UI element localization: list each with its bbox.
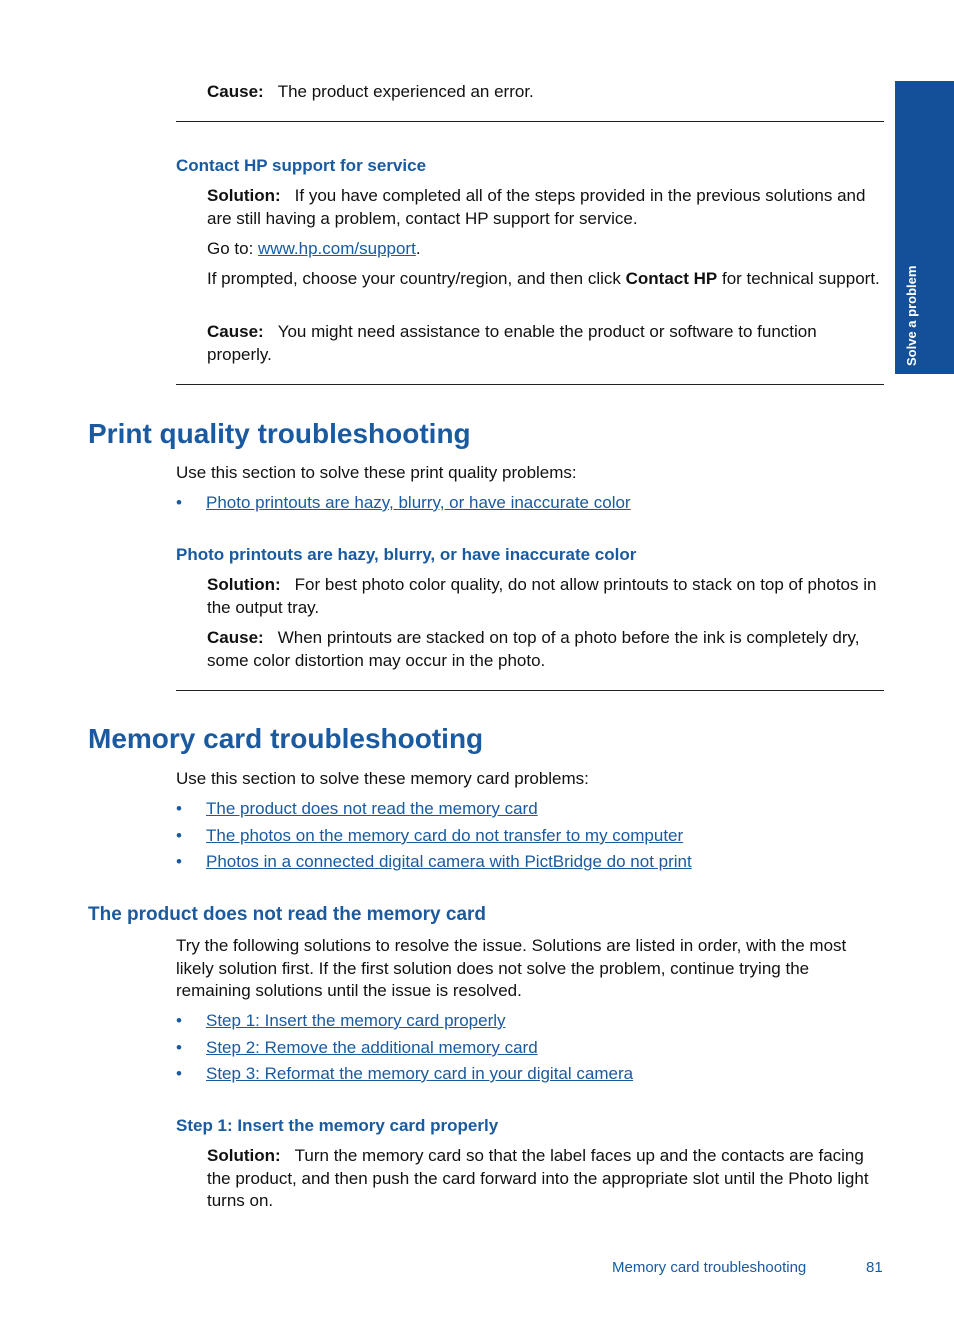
- divider: [176, 690, 884, 691]
- step1-solution-paragraph: [207, 1145, 885, 1213]
- divider: [176, 121, 884, 122]
- not-read-heading: The product does not read the memory card: [88, 904, 487, 925]
- hp-support-link[interactable]: www.hp.com/support: [258, 239, 416, 258]
- memory-card-link-3[interactable]: Photos in a connected digital camera with PictBridge do not print: [206, 852, 692, 871]
- solution-text: For best photo color quality, do not allow printouts to stack on top of photos in the output tray.: [207, 575, 877, 617]
- step-link-2[interactable]: Step 2: Remove the additional memory card: [206, 1038, 538, 1057]
- cause-paragraph-1: [207, 81, 885, 104]
- bullet-icon: •: [176, 1011, 182, 1030]
- contact-solution-paragraph: [207, 185, 885, 230]
- list-item: [176, 492, 885, 514]
- memory-card-link-2[interactable]: The photos on the memory card do not transfer to my computer: [206, 826, 684, 845]
- solution-label: Solution:: [207, 1146, 281, 1165]
- photo-hazy-heading: Photo printouts are hazy, blurry, or have inaccurate color: [176, 545, 637, 564]
- print-quality-intro: Use this section to solve these print quality problems:: [176, 463, 577, 482]
- list-item: [176, 798, 885, 820]
- bullet-icon: •: [176, 852, 182, 871]
- contact-cause-paragraph: [207, 321, 885, 366]
- contact-heading: Contact HP support for service: [176, 156, 427, 175]
- prompt-suffix: for technical support.: [717, 269, 880, 288]
- list-item: [176, 1010, 885, 1032]
- cause-text: You might need assistance to enable the product or software to function properly.: [207, 322, 817, 364]
- photo-solution-paragraph: [207, 574, 885, 619]
- memory-card-title: Memory card troubleshooting: [88, 723, 484, 754]
- bullet-icon: •: [176, 1064, 182, 1083]
- goto-paragraph: [207, 238, 885, 261]
- bullet-icon: •: [176, 826, 182, 845]
- side-tab-label: Solve a problem: [904, 265, 919, 366]
- step-link-1[interactable]: Step 1: Insert the memory card properly: [206, 1011, 506, 1030]
- bullet-icon: •: [176, 493, 182, 512]
- solution-text: Turn the memory card so that the label faces up and the contacts are facing the product, and then push the card forward into the appropriate slot until the Photo light turns on.: [207, 1146, 869, 1210]
- cause-label: Cause:: [207, 82, 264, 101]
- goto-prefix: Go to:: [207, 239, 259, 258]
- step1-heading: Step 1: Insert the memory card properly: [176, 1116, 499, 1135]
- cause-text: When printouts are stacked on top of a photo before the ink is completely dry, some color distortion may occur in the photo.: [207, 628, 860, 670]
- memory-card-intro: Use this section to solve these memory card problems:: [176, 769, 589, 788]
- side-tab: [895, 81, 954, 374]
- list-item: [176, 825, 885, 847]
- list-item: [176, 1037, 885, 1059]
- cause-text: The product experienced an error.: [277, 82, 534, 101]
- goto-suffix: .: [415, 239, 421, 258]
- print-quality-title: Print quality troubleshooting: [88, 418, 471, 449]
- prompt-bold: Contact HP: [625, 269, 718, 288]
- not-read-intro: Try the following solutions to resolve the issue. Solutions are listed in order, with the most likely solution first. If the first solution does not solve the problem, continue trying the remaining solutions until the issue is resolved.: [176, 936, 847, 1000]
- memory-card-link-1[interactable]: The product does not read the memory card: [206, 799, 538, 818]
- cause-label: Cause:: [207, 322, 264, 341]
- divider: [176, 384, 884, 385]
- prompt-prefix: If prompted, choose your country/region, and then click: [207, 269, 626, 288]
- print-quality-link-1[interactable]: Photo printouts are hazy, blurry, or have inaccurate color: [206, 493, 631, 512]
- prompt-paragraph: [207, 268, 885, 291]
- photo-cause-paragraph: [207, 627, 885, 672]
- footer-section-name: Memory card troubleshooting: [612, 1259, 807, 1276]
- step-link-3[interactable]: Step 3: Reformat the memory card in your digital camera: [206, 1064, 634, 1083]
- bullet-icon: •: [176, 799, 182, 818]
- solution-label: Solution:: [207, 575, 281, 594]
- list-item: [176, 851, 885, 873]
- list-item: [176, 1063, 885, 1085]
- page-number: 81: [866, 1259, 883, 1276]
- bullet-icon: •: [176, 1038, 182, 1057]
- solution-text: If you have completed all of the steps provided in the previous solutions and are still having a problem, contact HP support for service.: [207, 186, 866, 228]
- solution-label: Solution:: [207, 186, 281, 205]
- cause-label: Cause:: [207, 628, 264, 647]
